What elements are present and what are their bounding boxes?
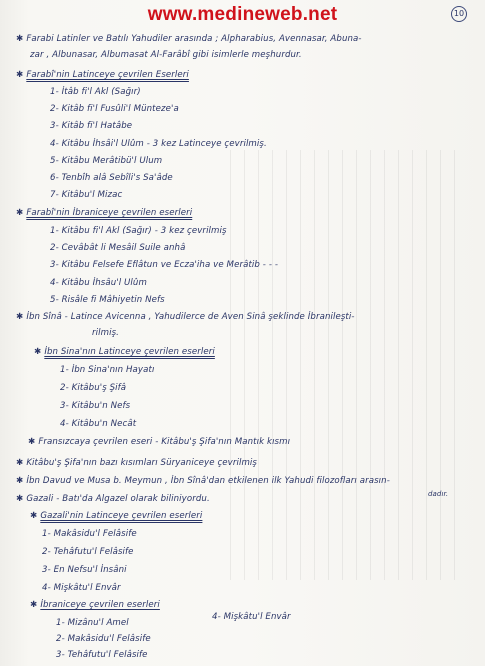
bleed-through-text: [230, 150, 460, 580]
list-item: 3- En Nefsu'l İnsâni: [42, 565, 127, 575]
heading-gazali-hebrew: [30, 600, 160, 610]
heading-gazali-latin: [30, 511, 202, 521]
list-item: 2- Makâsidu'l Felâsife: [56, 634, 151, 644]
bullet-star-icon: ✱: [16, 458, 24, 468]
bullet-star-icon: ✱: [30, 600, 38, 610]
list-item: 4- Kitâbu İhsâi'l Ulûm - 3 kez Latinceye çevrilmiş.: [50, 139, 267, 149]
list-item: 3- Tehâfutu'l Felâsife: [56, 650, 148, 660]
list-item: 1- İtâb fi'l Akl (Sağır): [50, 87, 141, 97]
list-item: 1- Mizânu'l Amel: [56, 618, 129, 628]
line-farabi-intro-cont: zar , Albunasar, Albumasat Al-Farâbî gibi isimlerle meşhurdur.: [30, 50, 302, 60]
line-text: Farabi Latinler ve Batılı Yahudiler arasında ; Alpharabius, Avennasar, Abuna-: [26, 34, 362, 44]
line-farabi-intro: [16, 34, 362, 44]
list-item: 6- Tenbîh alâ Sebîli's Sa'âde: [50, 173, 173, 183]
bullet-star-icon: ✱: [16, 494, 24, 504]
bullet-star-icon: ✱: [16, 476, 24, 486]
list-item: 1- Makâsidu'l Felâsife: [42, 529, 137, 539]
page-number: 10: [451, 6, 467, 22]
heading-text: İbraniceye çevrilen eserleri: [40, 600, 160, 610]
line-text: Gazali - Batı'da Algazel olarak biliniyordu.: [26, 494, 210, 504]
list-item: 1- İbn Sina'nın Hayatı: [60, 365, 155, 375]
line-jewish-philosophers: [16, 476, 390, 486]
list-item: 3- Kitâb fi'l Hatâbe: [50, 121, 133, 131]
line-french-translation: [28, 437, 290, 447]
list-item: 2- Tehâfutu'l Felâsife: [42, 547, 134, 557]
list-item: 7- Kitâbu'l Mizac: [50, 190, 123, 200]
heading-text: Farabî'nin İbraniceye çevrilen eserleri: [26, 208, 193, 218]
line-ibn-sina-intro: [16, 312, 355, 322]
heading-text: İbn Sina'nın Latinceye çevrilen eserleri: [44, 347, 215, 357]
list-item: 4- Mişkâtu'l Envâr: [212, 612, 291, 622]
list-item: 4- Kitâbu İhsâu'l Ulûm: [50, 278, 147, 288]
heading-farabi-latin: [16, 70, 189, 80]
list-item: 5- Risâle fi Mâhiyetin Nefs: [50, 295, 165, 305]
site-watermark: www.medineweb.net: [147, 4, 338, 25]
list-item: 4- Kitâbu'n Necât: [60, 419, 137, 429]
line-text: Kitâbu'ş Şifa'nın bazı kısımları Süryaniceye çevrilmiş: [26, 458, 257, 468]
bullet-star-icon: ✱: [16, 34, 24, 44]
bullet-star-icon: ✱: [28, 437, 36, 447]
bullet-star-icon: ✱: [34, 347, 42, 357]
heading-ibn-sina-latin: [34, 347, 215, 357]
list-item: 3- Kitâbu'n Nefs: [60, 401, 131, 411]
line-jewish-philosophers-cont: dadır.: [428, 490, 449, 498]
bullet-star-icon: ✱: [16, 70, 24, 80]
list-item: 2- Kitâbu'ş Şifâ: [60, 383, 127, 393]
list-item: 2- Kitâb fi'l Fusûli'l Münteze'a: [50, 104, 179, 114]
line-syriac-translation: [16, 458, 257, 468]
line-text: İbn Sînâ - Latince Avicenna , Yahudilerce de Aven Sinâ şeklinde İbranileşti-: [26, 312, 355, 322]
list-item: 1- Kitâbu fi'l Akl (Sağır) - 3 kez çevrilmiş: [50, 226, 227, 236]
line-text: İbn Davud ve Musa b. Meymun , İbn Sînâ'dan etkilenen ilk Yahudi filozofları arasın-: [26, 476, 390, 486]
bullet-star-icon: ✱: [16, 312, 24, 322]
list-item: 2- Cevâbât li Mesâil Suile anhâ: [50, 243, 186, 253]
heading-text: Farabî'nin Latinceye çevrilen Eserleri: [26, 70, 189, 80]
bullet-star-icon: ✱: [30, 511, 38, 521]
heading-farabi-hebrew: [16, 208, 192, 218]
list-item: 4- Mişkâtu'l Envâr: [42, 583, 121, 593]
list-item: 5- Kitâbu Merâtibü'l Ulum: [50, 156, 163, 166]
list-item: 3- Kitâbu Felsefe Eflâtun ve Ecza'iha ve Merâtib - - -: [50, 260, 279, 270]
line-gazali-intro: [16, 494, 210, 504]
bullet-star-icon: ✱: [16, 208, 24, 218]
line-text: Fransızcaya çevrilen eseri - Kitâbu'ş Şifa'nın Mantık kısmı: [38, 437, 291, 447]
heading-text: Gazali'nin Latinceye çevrilen eserleri: [40, 511, 203, 521]
line-ibn-sina-intro-cont: rilmiş.: [92, 328, 119, 338]
